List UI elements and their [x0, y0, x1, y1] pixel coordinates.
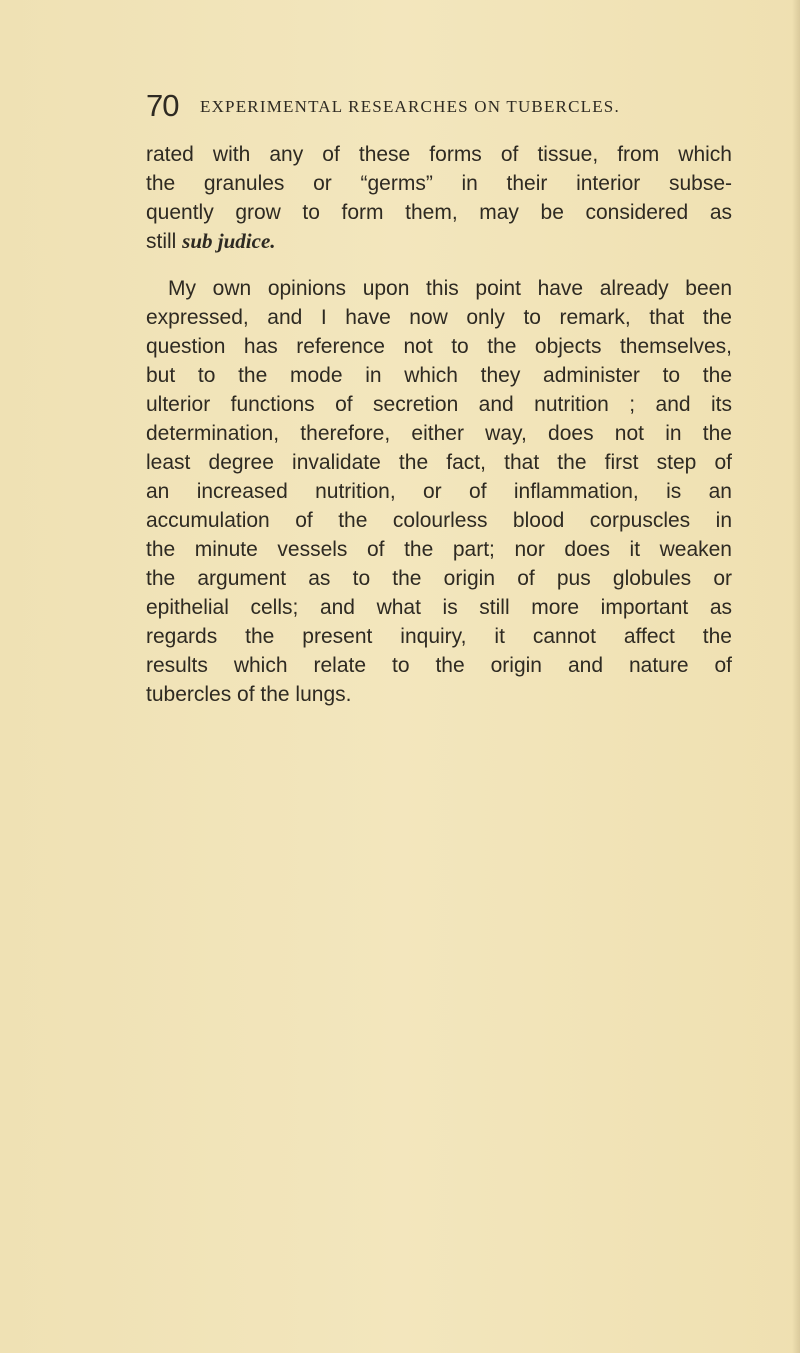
- running-title: EXPERIMENTAL RESEARCHES ON TUBERCLES.: [200, 97, 620, 116]
- text-line: rated with any of these forms of tissue, from which: [146, 143, 732, 166]
- page-number: 70: [146, 88, 179, 123]
- text-line: quently grow to form them, may be considered as: [146, 201, 732, 224]
- text-line: ulterior functions of secretion and nutrition ; and its: [146, 393, 732, 416]
- text-line: least degree invalidate the fact, that the first step of: [146, 451, 732, 474]
- text-line: the minute vessels of the part; nor does it weaken: [146, 538, 732, 561]
- text-line: the granules or “germs” in their interior subse-: [146, 172, 732, 195]
- text-line: an increased nutrition, or of inflammation, is an: [146, 480, 732, 503]
- text-line: accumulation of the colourless blood corpuscles in: [146, 509, 732, 532]
- text-line: expressed, and I have now only to remark, that the: [146, 306, 732, 329]
- text-line: [146, 227, 732, 256]
- latin-phrase: sub judice.: [182, 229, 276, 253]
- page-header: [146, 86, 686, 126]
- text-line: results which relate to the origin and nature of: [146, 654, 732, 677]
- body-text: [146, 140, 732, 709]
- page-edge-shadow: [792, 0, 800, 1353]
- text-line: epithelial cells; and what is still more important as: [146, 596, 732, 619]
- text-line: regards the present inquiry, it cannot affect the: [146, 625, 732, 648]
- text-line: tubercles of the lungs.: [146, 683, 352, 706]
- text-line: My own opinions upon this point have already been: [168, 277, 732, 300]
- paragraph-1: [146, 140, 732, 256]
- text-fragment: still: [146, 230, 183, 253]
- paragraph-2: [146, 274, 732, 709]
- text-line: question has reference not to the objects themselves,: [146, 335, 732, 358]
- text-line: but to the mode in which they administer to the: [146, 364, 732, 387]
- text-line: the argument as to the origin of pus globules or: [146, 567, 732, 590]
- text-line: determination, therefore, either way, does not in the: [146, 422, 732, 445]
